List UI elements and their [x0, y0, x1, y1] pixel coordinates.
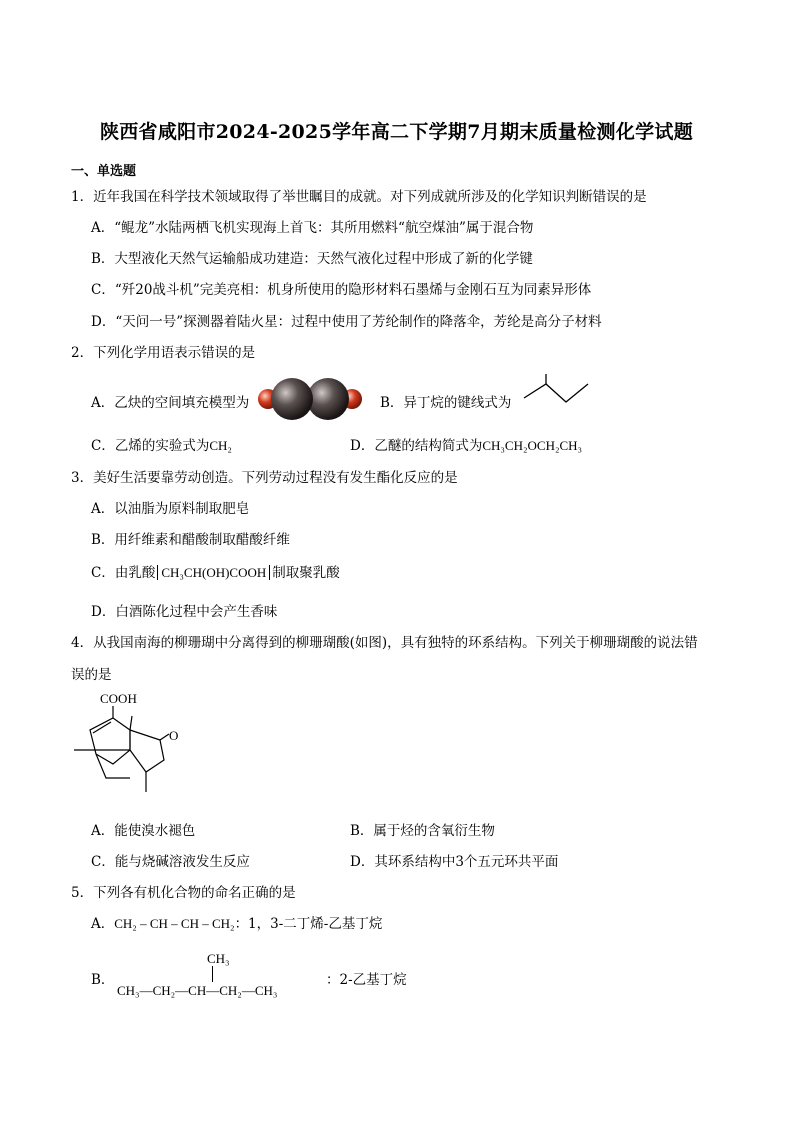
- q4-stem-line2: 误的是: [71, 667, 112, 683]
- q5-option-b-chain: CH₃—CH₂—CH—CH₂—CH₃: [117, 983, 278, 998]
- q1-stem: 1．近年我国在科学技术领域取得了举世瞩目的成就。对下列成就所涉及的化学知识判断错误的是: [71, 189, 647, 205]
- q3-option-b: B．用纤维素和醋酸制取醋酸纤维: [91, 532, 290, 548]
- q3-option-c-suffix: 制取聚乳酸: [272, 565, 340, 581]
- q3-option-c: [91, 561, 340, 581]
- q3-option-c-text: C．由乳酸: [91, 565, 156, 581]
- q2-option-c-text: C．乙烯的实验式为: [91, 438, 210, 454]
- q1-option-a: A．“鲲龙”水陆两栖飞机实现海上首飞：其所用燃料“航空煤油”属于混合物: [91, 220, 534, 236]
- q5-option-a-label: A．: [91, 916, 115, 932]
- q1-option-c: C．“歼20战斗机”完美亮相：机身所使用的隐形材料石墨烯与金刚石互为同素异形体: [91, 282, 592, 298]
- q2-option-d-text: D．乙醚的结构简式为: [350, 438, 483, 454]
- cooh-label: COOH: [100, 691, 137, 706]
- q4-stem-line1: 4．从我国南海的柳珊瑚中分离得到的柳珊瑚酸(如图)，具有独特的环系结构。下列关于柳珊瑚酸的说法错: [71, 635, 698, 651]
- q4-option-b: B．属于烃的含氧衍生物: [350, 823, 495, 839]
- q3-option-a: A．以油脂为原料制取肥皂: [91, 501, 250, 517]
- q5-option-a-name: ：1，3-二丁烯-乙基丁烷: [234, 916, 383, 932]
- q5-option-b-ch3-top: CH₃: [207, 951, 230, 966]
- q5-option-a-formula: CH₂ – CH – CH – CH₂: [114, 916, 235, 931]
- q2-stem: 2．下列化学用语表示错误的是: [71, 345, 256, 361]
- q1-option-d: D．“天问一号”探测器着陆火星：过程中使用了芳纶制作的降落伞，芳纶是高分子材料: [91, 314, 602, 330]
- q5-option-a: [91, 912, 382, 932]
- q3-option-d: D．白酒陈化过程中会产生香味: [91, 604, 278, 620]
- q3-lactic-acid-formula: CH₃CH(OH)COOH: [157, 565, 270, 580]
- section-heading: 一、单选题: [71, 164, 137, 179]
- gorgonian-acid-structure: [70, 688, 190, 800]
- q2-option-d: [350, 434, 582, 454]
- ketone-oxygen-label: O: [169, 728, 179, 743]
- q4-option-d: D．其环系结构中3个五元环共平面: [350, 854, 559, 870]
- q2-option-d-formula: CH₃CH₂OCH₂CH₃: [482, 438, 583, 453]
- page-title: 陕西省咸阳市2024-2025学年高二下学期7月期末质量检测化学试题: [99, 121, 694, 143]
- q5-option-b-name: ：2-乙基丁烷: [326, 972, 407, 988]
- q2-option-c: [91, 434, 232, 454]
- carbon-atom-left: [271, 378, 313, 420]
- q1-option-b: B．大型液化天然气运输船成功建造：天然气液化过程中形成了新的化学键: [91, 251, 533, 267]
- q5-option-b-label: B．: [91, 972, 115, 988]
- q2-option-b: B．异丁烷的键线式为: [380, 395, 512, 411]
- q4-option-c: C．能与烧碱溶液发生反应: [91, 854, 250, 870]
- isobutane-skeletal-formula: [518, 372, 590, 426]
- q3-stem: 3．美好生活要靠劳动创造。下列劳动过程没有发生酯化反应的是: [71, 470, 458, 486]
- acetylene-space-filling-model: [258, 374, 362, 424]
- q5-option-b-branch-bond: [212, 966, 213, 982]
- q4-option-a: A．能使溴水褪色: [91, 823, 196, 839]
- q2-option-a: A．乙炔的空间填充模型为: [91, 395, 250, 411]
- q5-stem: 5．下列各有机化合物的命名正确的是: [71, 885, 296, 901]
- carbon-atom-right: [307, 378, 349, 420]
- q2-option-c-formula: CH₂: [209, 438, 232, 453]
